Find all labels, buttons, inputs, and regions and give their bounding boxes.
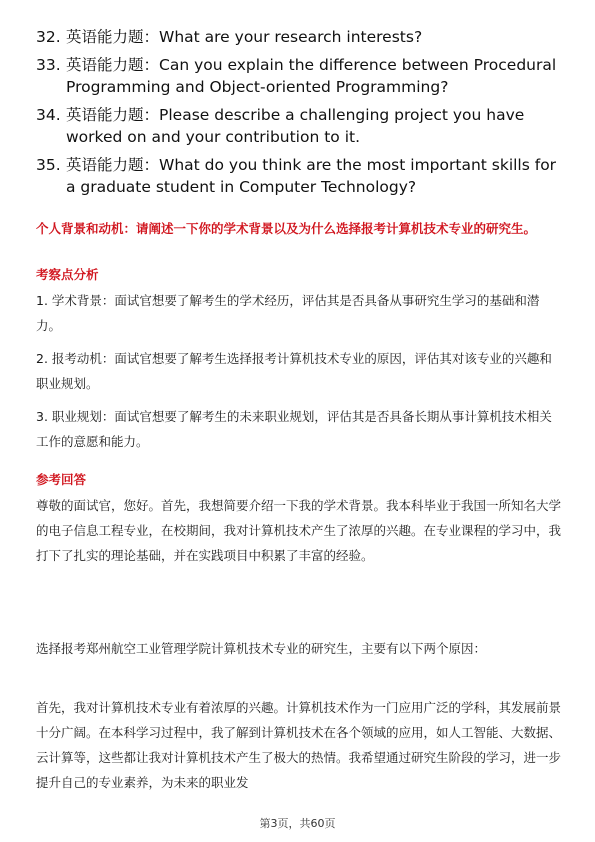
analysis-point: 3. 职业规划：面试官想要了解考生的未来职业规划，评估其是否具备长期从事计算机技术相关工作的意愿和能力。 xyxy=(36,409,552,449)
page-footer: 第3页，共60页 xyxy=(259,817,336,830)
question-item xyxy=(36,104,566,148)
question-item xyxy=(36,154,566,198)
question-text: 英语能力题：Can you explain the difference between Procedural Programming and Object-oriented Programming? xyxy=(66,56,557,96)
analysis-title: 考察点分析 xyxy=(36,267,99,282)
question-text: 英语能力题：What are your research interests? xyxy=(66,28,423,46)
answer-paragraph: 尊敬的面试官，您好。首先，我想简要介绍一下我的学术背景。我本科毕业于我国一所知名大学的电子信息工程专业，在校期间，我对计算机技术产生了浓厚的兴趣。在专业课程的学习中，我打下了扎实的理论基础，并在实践项目中积累了丰富的经验。 xyxy=(36,498,562,563)
answer-paragraph: 首先，我对计算机技术专业有着浓厚的兴趣。计算机技术作为一门应用广泛的学科，其发展前景十分广阔。在本科学习过程中，我了解到计算机技术在各个领域的应用，如人工智能、大数据、云计算等，这些都让我对计算机技术产生了极大的热情。我希望通过研究生阶段的学习，进一步提升自己的专业素养，为未来的职业发 xyxy=(36,700,562,790)
analysis-point: 1. 学术背景：面试官想要了解考生的学术经历，评估其是否具备从事研究生学习的基础和潜力。 xyxy=(36,293,540,333)
question-number: 33. xyxy=(36,56,61,74)
question-number: 35. xyxy=(36,156,61,174)
question-number: 34. xyxy=(36,106,61,124)
analysis-point: 2. 报考动机：面试官想要了解考生选择报考计算机技术专业的原因，评估其对该专业的兴趣和职业规划。 xyxy=(36,351,552,391)
question-item xyxy=(36,26,566,48)
question-text: 英语能力题：Please describe a challenging project you have worked on and your contribution to it. xyxy=(66,106,525,146)
question-list xyxy=(36,26,566,204)
question-heading: 个人背景和动机：请阐述一下你的学术背景以及为什么选择报考计算机技术专业的研究生。 xyxy=(36,221,537,236)
question-text: 英语能力题：What do you think are the most important skills for a graduate student in Computer Technology? xyxy=(66,156,557,196)
answer-title: 参考回答 xyxy=(36,472,87,487)
question-item xyxy=(36,54,566,98)
question-number: 32. xyxy=(36,28,61,46)
answer-paragraph: 选择报考郑州航空工业管理学院计算机技术专业的研究生，主要有以下两个原因： xyxy=(36,641,487,656)
